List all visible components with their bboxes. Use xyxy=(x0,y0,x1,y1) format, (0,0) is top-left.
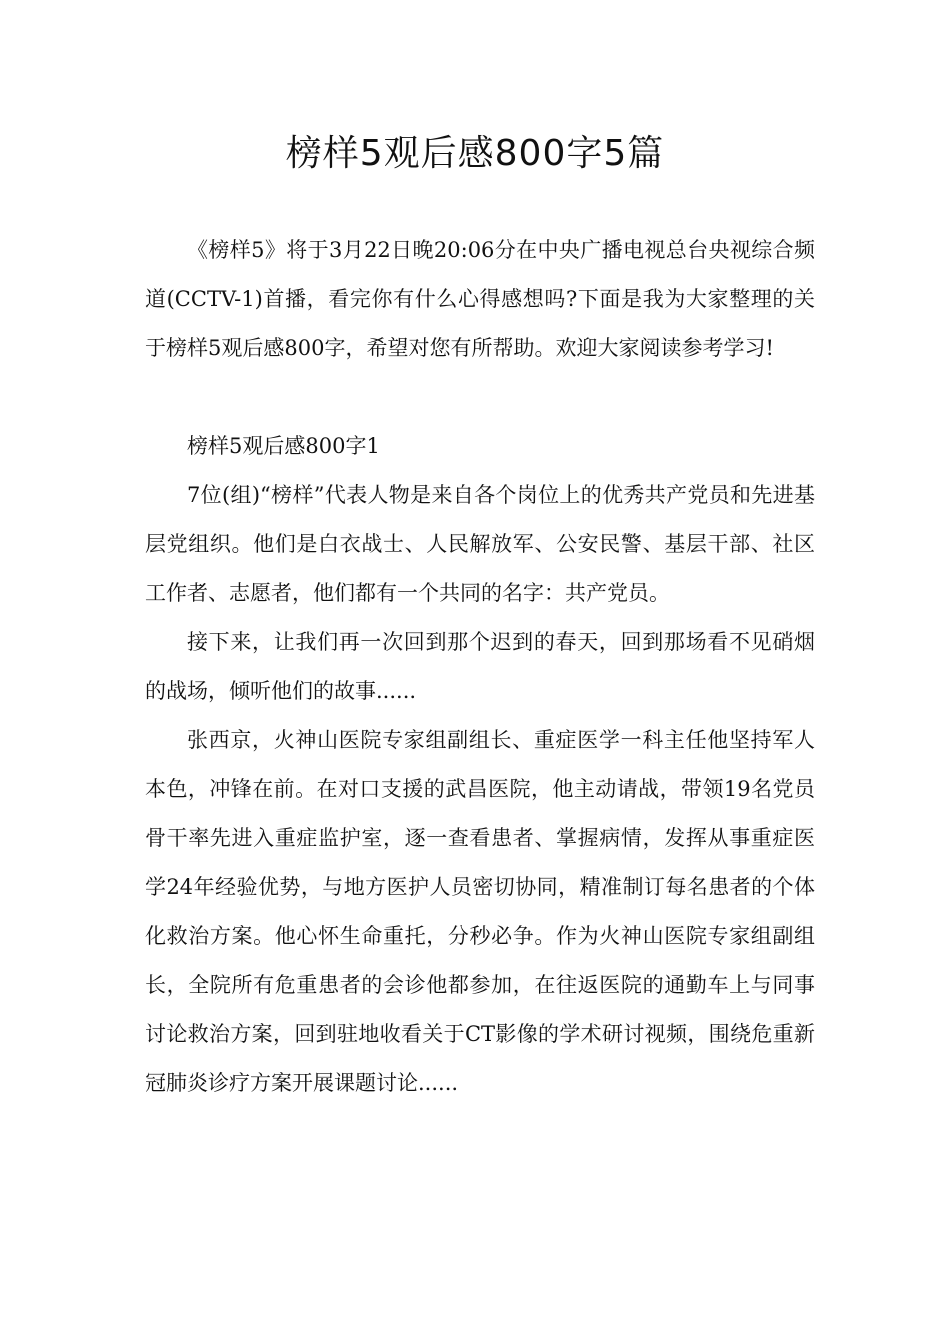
document-body xyxy=(145,226,815,1108)
intro-paragraph: 《榜样5》将于3月22日晚20:06分在中央广播电视总台央视综合频道(CCTV-1)首播，看完你有什么心得感想吗?下面是我为大家整理的关于榜样5观后感800字，希望对您有所帮助。欢迎大家阅读参考学习! xyxy=(145,238,815,360)
body-paragraph: 张西京，火神山医院专家组副组长、重症医学一科主任他坚持军人本色，冲锋在前。在对口支援的武昌医院，他主动请战，带领19名党员骨干率先进入重症监护室，逐一查看患者、掌握病情，发挥从事重症医学24年经验优势，与地方医护人员密切协同，精准制订每名患者的个体化救治方案。他心怀生命重托，分秒必争。作为火神山医院专家组副组长，全院所有危重患者的会诊他都参加，在往返医院的通勤车上与同事讨论救治方案，回到驻地收看关于CT影像的学术研讨视频，围绕危重新冠肺炎诊疗方案开展课题讨论...... xyxy=(145,728,815,1095)
section-heading: 榜样5观后感800字1 xyxy=(187,434,380,458)
document-title: 榜样5观后感800字5篇 xyxy=(285,133,665,174)
body-paragraph: 7位(组)“榜样”代表人物是来自各个岗位上的优秀共产党员和先进基层党组织。他们是白衣战士、人民解放军、公安民警、基层干部、社区工作者、志愿者，他们都有一个共同的名字：共产党员。 xyxy=(145,483,815,605)
body-paragraph: 接下来，让我们再一次回到那个迟到的春天，回到那场看不见硝烟的战场，倾听他们的故事...... xyxy=(145,630,815,703)
